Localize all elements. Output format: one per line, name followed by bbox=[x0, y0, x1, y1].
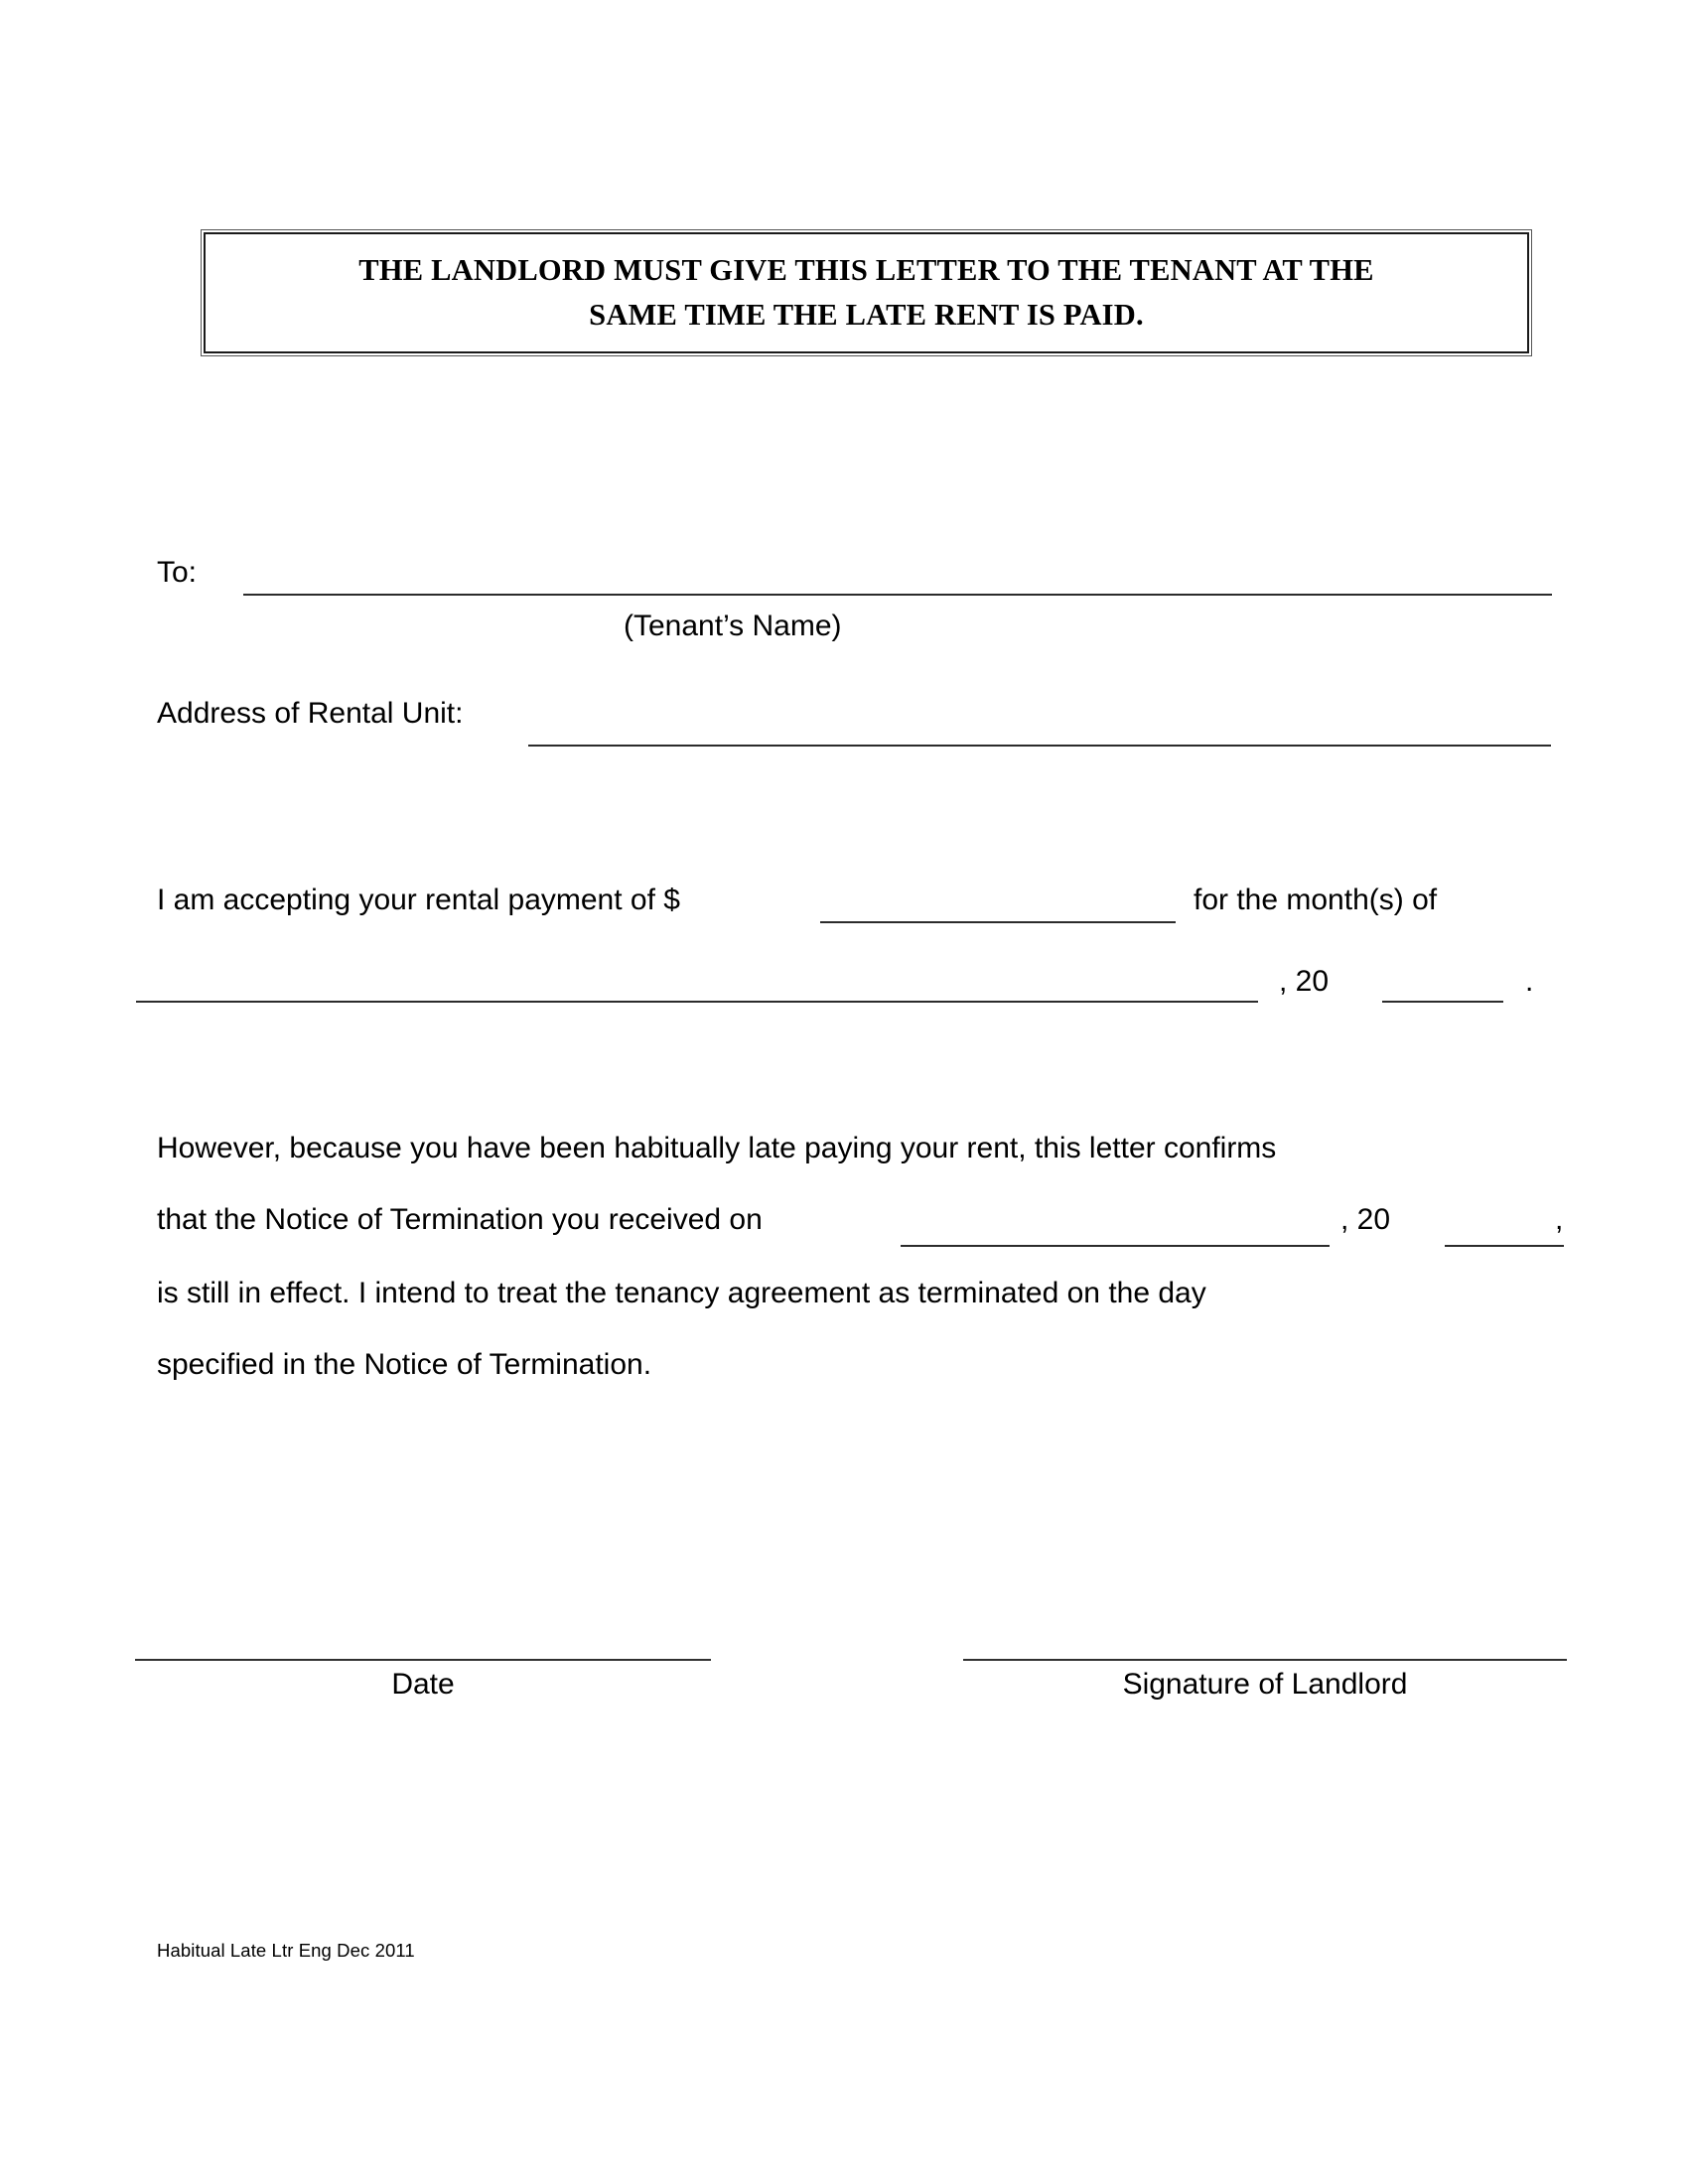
however-paragraph-line-4: specified in the Notice of Termination. bbox=[157, 1348, 652, 1381]
signature-caption: Signature of Landlord bbox=[1122, 1668, 1408, 1701]
address-label: Address of Rental Unit: bbox=[157, 697, 464, 730]
however-paragraph-line-2-prefix: that the Notice of Termination you received on bbox=[157, 1203, 763, 1236]
tenant-name-caption: (Tenant’s Name) bbox=[624, 610, 842, 642]
months-sentence-period: . bbox=[1525, 965, 1534, 998]
termination-line-comma: , bbox=[1555, 1203, 1564, 1236]
payment-sentence-suffix: for the month(s) of bbox=[1194, 884, 1438, 916]
header-notice-text bbox=[331, 248, 1401, 338]
header-notice-line-1: THE LANDLORD MUST GIVE THIS LETTER TO THE TENANT AT THE bbox=[358, 253, 1374, 287]
termination-year-prefix: , 20 bbox=[1340, 1203, 1391, 1236]
date-caption: Date bbox=[391, 1668, 455, 1701]
months-year-prefix: , 20 bbox=[1279, 965, 1330, 998]
termination-year-fill-line[interactable] bbox=[1445, 1245, 1564, 1247]
termination-date-fill-line[interactable] bbox=[901, 1245, 1330, 1247]
header-notice-box bbox=[204, 232, 1529, 353]
date-signature-line[interactable] bbox=[135, 1659, 711, 1661]
however-paragraph-line-1: However, because you have been habitually late paying your rent, this letter confirms bbox=[157, 1132, 1277, 1164]
to-label: To: bbox=[157, 556, 198, 589]
address-fill-line[interactable] bbox=[528, 745, 1551, 747]
landlord-signature-line[interactable] bbox=[963, 1659, 1567, 1661]
tenant-name-fill-line[interactable] bbox=[243, 594, 1552, 596]
months-year-fill-line[interactable] bbox=[1382, 1001, 1503, 1003]
payment-amount-fill-line[interactable] bbox=[820, 921, 1176, 923]
months-fill-line[interactable] bbox=[136, 1001, 1258, 1003]
form-code-footer: Habitual Late Ltr Eng Dec 2011 bbox=[157, 1940, 415, 1961]
however-paragraph-line-3: is still in effect. I intend to treat the tenancy agreement as terminated on the day bbox=[157, 1277, 1206, 1309]
payment-sentence-prefix: I am accepting your rental payment of $ bbox=[157, 884, 680, 916]
header-notice-line-2: SAME TIME THE LATE RENT IS PAID. bbox=[589, 298, 1144, 332]
